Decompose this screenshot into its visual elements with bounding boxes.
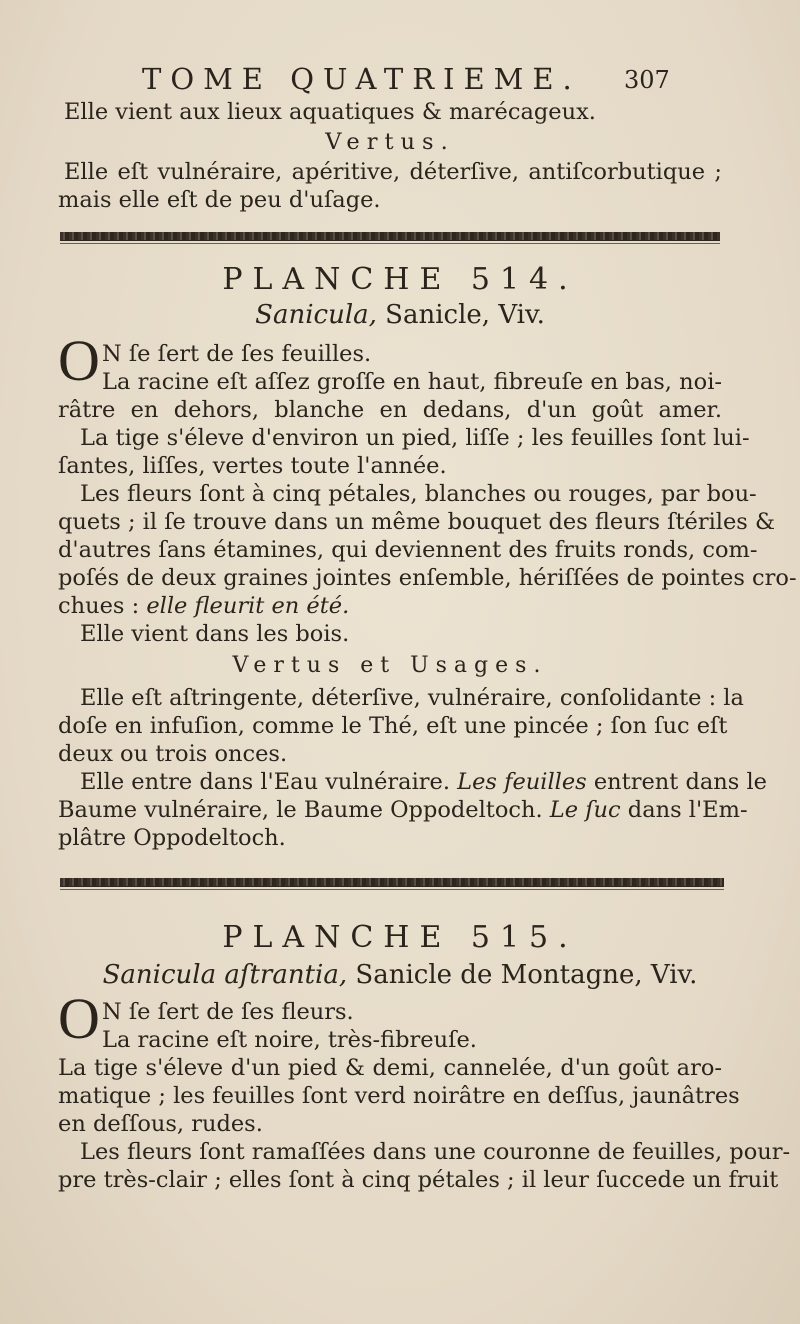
text-line: La racine eſt aſſez groſſe en haut, fibreuſe en bas, noi- <box>102 369 722 395</box>
text-line: Elle eſt vulnéraire, apéritive, déterſive, antiſcorbutique ; <box>64 159 722 185</box>
text-line: quets ; il ſe trouve dans un même bouquet des fleurs ſtériles & <box>58 509 776 535</box>
section-heading: Vertus et Usages. <box>232 653 548 678</box>
latin-name: Sanicula aſtrantia, <box>102 960 348 990</box>
running-title: TOME QUATRIEME. <box>142 62 581 96</box>
text-run: Elle entre dans l'Eau vulnéraire. <box>80 769 458 795</box>
text-line: N ſe ſert de ſes fleurs. <box>102 999 354 1025</box>
text-line: en deſſous, rudes. <box>58 1111 263 1137</box>
common-name: Sanicle, Viv. <box>376 300 545 330</box>
text-line: La tige s'éleve d'environ un pied, liſſe ; les feuilles ſont lui- <box>80 425 750 451</box>
section-heading: Vertus. <box>325 129 455 155</box>
text-line: pre très-clair ; elles ſont à cinq pétales ; il leur ſuccede un fruit <box>58 1167 779 1193</box>
page-number: 307 <box>624 66 670 94</box>
text-line <box>58 796 748 824</box>
text-line: N ſe ſert de ſes feuilles. <box>102 341 372 367</box>
text-run: entrent dans le <box>586 769 767 795</box>
text-run-italic: Le ſuc <box>549 797 621 823</box>
divider-rule <box>60 232 720 241</box>
plate-heading: PLANCHE 515. <box>222 920 578 955</box>
drop-cap: O <box>58 986 100 1051</box>
text-line: Les fleurs ſont à cinq pétales, blanches ou rouges, par bou- <box>80 481 757 507</box>
text-line: deux ou trois onces. <box>58 741 288 767</box>
text-line <box>58 592 722 620</box>
text-line: râtre en dehors, blanche en dedans, d'un goût amer. <box>58 397 722 423</box>
text-line: La racine eſt noire, très-fibreuſe. <box>102 1027 477 1053</box>
common-name: Sanicle de Montagne, Viv. <box>347 960 698 990</box>
drop-cap: O <box>58 328 100 393</box>
text-line: ſantes, liſſes, vertes toute l'année. <box>58 453 447 479</box>
text-run: chues : <box>58 593 147 619</box>
text-line: Elle vient dans les bois. <box>80 621 350 647</box>
text-line <box>80 768 767 796</box>
text-line: Elle eſt aſtringente, déterſive, vulnéraire, conſolidante : la <box>80 685 744 711</box>
text-line: plâtre Oppodeltoch. <box>58 825 286 851</box>
text-line: Les fleurs ſont ramaſſées dans une couronne de feuilles, pour- <box>80 1139 791 1165</box>
text-line: poſés de deux graines jointes enſemble, hériſſées de pointes cro- <box>58 565 797 591</box>
text-line: La tige s'éleve d'un pied & demi, cannelée, d'un goût aro- <box>58 1055 722 1081</box>
text-line: doſe en infuſion, comme le Thé, eſt une pincée ; ſon ſuc eſt <box>58 713 728 739</box>
flowering-note: elle fleurit en été. <box>146 593 350 619</box>
text-line: mais elle eſt de peu d'uſage. <box>58 187 381 213</box>
text-line: matique ; les feuilles ſont verd noirâtre en deſſus, jaunâtres <box>58 1083 740 1109</box>
text-line: Elle vient aux lieux aquatiques & marécageux. <box>64 99 596 125</box>
text-run: Baume vulnéraire, le Baume Oppodeltoch. <box>58 797 550 823</box>
text-run-italic: Les feuilles <box>457 769 587 795</box>
plate-title <box>0 960 800 990</box>
latin-name: Sanicula, <box>255 300 377 330</box>
text-run: dans l'Em- <box>620 797 748 823</box>
text-line: d'autres ſans étamines, qui deviennent des fruits ronds, com- <box>58 537 758 563</box>
plate-heading: PLANCHE 514. <box>222 262 578 297</box>
plate-title <box>0 300 800 330</box>
divider-rule <box>60 878 724 887</box>
